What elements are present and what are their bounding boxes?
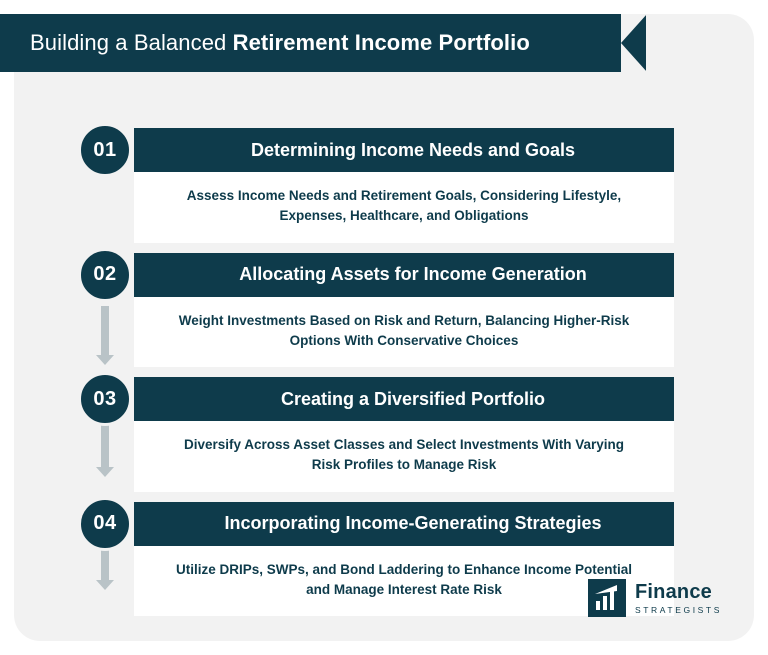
step-number: 01	[93, 138, 117, 161]
page-title-light: Building a Balanced	[30, 30, 233, 55]
chart-bars-icon	[588, 579, 626, 617]
header-ribbon	[0, 14, 646, 72]
step-description: Diversify Across Asset Classes and Select Investments With Varying Risk Profiles to Manage Risk	[134, 421, 674, 492]
step-item	[78, 128, 674, 243]
step-item	[78, 253, 674, 368]
brand-name: Finance	[634, 580, 712, 603]
page-title-bold: Retirement Income Portfolio	[232, 30, 530, 55]
connector-arrow-1	[101, 306, 109, 356]
step-title-bar	[134, 377, 674, 421]
step-title-bar	[134, 128, 674, 172]
step-title: Incorporating Income-Generating Strategies	[224, 513, 602, 533]
step-description: Assess Income Needs and Retirement Goals, Considering Lifestyle, Expenses, Healthcare, and Obligations	[134, 172, 674, 243]
steps-list	[78, 128, 674, 616]
step-item	[78, 502, 674, 617]
step-number: 02	[93, 263, 117, 285]
step-title-bar	[134, 502, 674, 546]
step-number-badge	[78, 123, 132, 177]
step-title: Allocating Assets for Income Generation	[239, 264, 587, 284]
brand-logo-text	[635, 582, 722, 615]
step-number-badge	[78, 248, 132, 302]
brand-tagline: STRATEGISTS	[634, 604, 722, 615]
step-number-badge	[78, 372, 132, 426]
step-number: 03	[93, 387, 117, 410]
step-description: Weight Investments Based on Risk and Return, Balancing Higher-Risk Options With Conservative Choices	[134, 297, 674, 368]
step-title: Determining Income Needs and Goals	[250, 139, 576, 160]
page-title	[30, 30, 530, 56]
brand-logo	[588, 579, 722, 617]
step-number: 04	[93, 512, 117, 534]
step-number-badge	[78, 497, 132, 551]
step-item	[78, 377, 674, 492]
step-description: Utilize DRIPs, SWPs, and Bond Laddering to Enhance Income Potential and Manage Interest Rate Risk	[134, 546, 674, 617]
step-title: Creating a Diversified Portfolio	[280, 388, 546, 409]
step-title-bar	[134, 253, 674, 297]
